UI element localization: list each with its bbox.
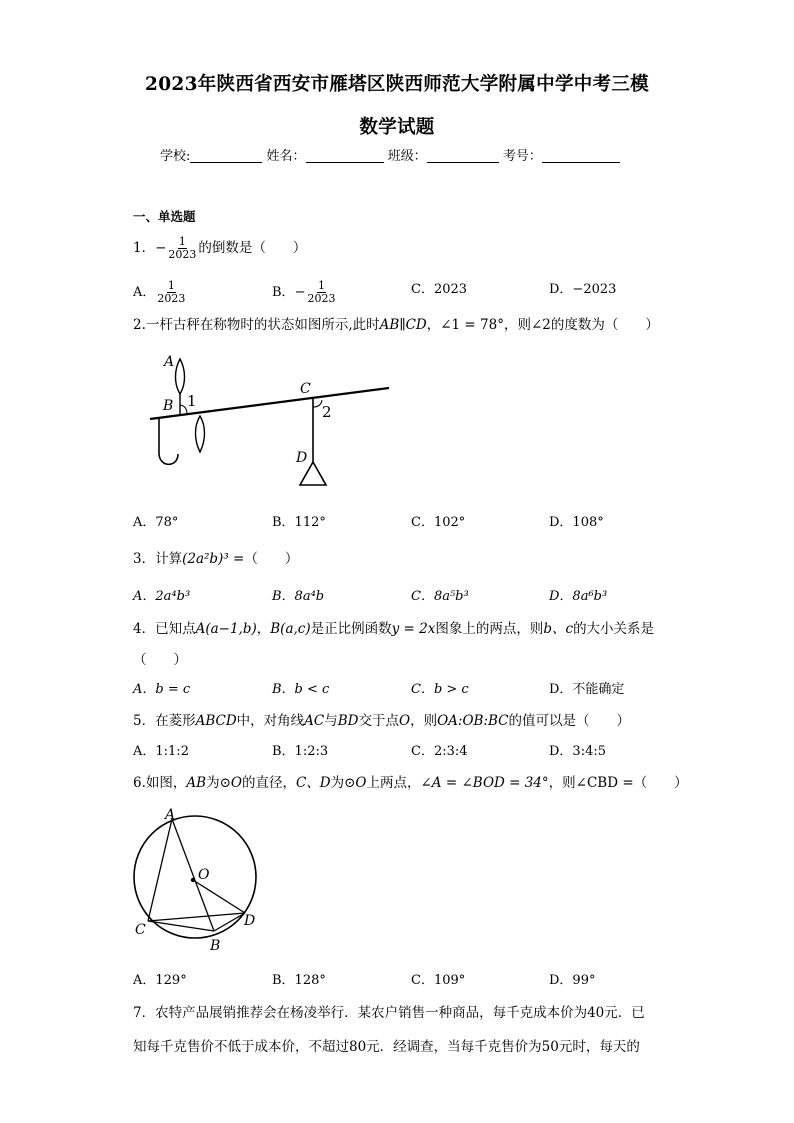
label-A: A	[164, 354, 175, 370]
angle-1-arc	[180, 405, 187, 414]
q4-option-d[interactable]: D．不能确定	[549, 682, 625, 697]
q2-option-b[interactable]: B．112°	[272, 515, 326, 530]
name-label: 姓名：	[266, 149, 306, 164]
label-C: C	[135, 922, 146, 938]
q4-option-b[interactable]: B．b < c	[272, 682, 330, 697]
q2-option-a[interactable]: A．78°	[133, 515, 179, 530]
q5-option-a[interactable]: A．1:1:2	[133, 744, 189, 759]
q2-option-c[interactable]: C．102°	[411, 515, 466, 530]
question-2: 2.一杆古秤在称物时的状态如图所示,此时AB∥CD，∠1 = 78°，则∠2的度数为（ ）	[133, 317, 659, 333]
q1-fraction: $\frac{1}{2023}$	[168, 235, 197, 261]
question-4: 4．已知点A(a−1,b)，B(a,c)是正比例函数y = 2x图象上的两点，则b、c的大小关系是	[133, 621, 655, 637]
steelyard-figure	[140, 350, 400, 495]
label-angle-2: 2	[322, 403, 332, 421]
circle-o	[134, 816, 256, 938]
label-D: D	[244, 913, 256, 929]
angle-2-arc	[313, 400, 322, 407]
q6-option-c[interactable]: C．109°	[411, 973, 466, 988]
q6-option-b[interactable]: B．128°	[272, 973, 326, 988]
q1-option-c[interactable]: C．2023	[411, 282, 468, 297]
question-5: 5．在菱形ABCD中，对角线AC与BD交于点O，则OA:OB:BC的值可以是（ ）	[133, 713, 630, 729]
line-cd	[148, 913, 245, 921]
question-6: 6.如图，AB为⊙O的直径，C、D为⊙O上两点，∠A = ∠BOD = 34°，则∠CBD =（ ）	[133, 775, 688, 791]
label-angle-1: 1	[187, 392, 197, 410]
q4-line2: （ ）	[133, 652, 187, 668]
q1-minus: −	[155, 240, 167, 256]
q1-option-a[interactable]: A． $\frac{1}{2023}$	[133, 279, 186, 305]
section-heading: 一、单选题	[133, 209, 196, 224]
q5-option-b[interactable]: B．1:2:3	[272, 744, 329, 759]
q6-option-a[interactable]: A．129°	[133, 973, 187, 988]
label-B: B	[210, 938, 221, 954]
q5-option-c[interactable]: C．2:3:4	[411, 744, 468, 759]
student-info-line	[160, 145, 620, 164]
q3-option-d[interactable]: D．8a⁶b³	[549, 589, 608, 604]
beam-line	[150, 388, 389, 419]
class-label: 班级：	[387, 149, 427, 164]
number-label: 考号：	[502, 149, 542, 164]
number-blank[interactable]	[542, 148, 620, 163]
q4-option-a[interactable]: A．b = c	[133, 682, 191, 697]
question-3: 3．计算(2a²b)³ =（ ）	[133, 551, 299, 567]
label-B: B	[163, 398, 174, 414]
q6-option-d[interactable]: D．99°	[549, 973, 596, 988]
label-C: C	[300, 381, 311, 397]
center-point	[191, 878, 195, 882]
q5-option-d[interactable]: D．3:4:5	[549, 744, 606, 759]
q3-option-c[interactable]: C．8a⁵b³	[411, 589, 469, 604]
q1-text: 的倒数是（ ）	[198, 240, 307, 256]
name-blank[interactable]	[306, 148, 384, 163]
lower-lens-shape	[196, 416, 205, 452]
q3-option-a[interactable]: A．2a⁴b³	[133, 589, 191, 604]
exam-title-line1: 2023年陕西省西安市雁塔区陕西师范大学附属中学中考三模	[145, 74, 649, 95]
label-D: D	[296, 450, 308, 466]
q3-option-b[interactable]: B．8a⁴b	[272, 589, 325, 604]
upper-lens-shape	[176, 359, 185, 394]
q2-option-d[interactable]: D．108°	[549, 515, 604, 530]
hook-curve	[159, 453, 178, 464]
question-7-line1: 7．农特产品展销推荐会在杨凌举行．某农户销售一种商品，每千克成本价为40元．已	[133, 1005, 645, 1021]
school-blank[interactable]	[190, 148, 262, 163]
question-7-line2: 知每千克售价不低于成本价，不超过80元．经调查，当每千克售价为50元时，每天的	[133, 1039, 640, 1055]
q1-number: 1．	[133, 240, 156, 256]
q1-option-d[interactable]: D．−2023	[549, 282, 617, 297]
q1-option-b[interactable]: B．− $\frac{1}{2023}$	[272, 279, 336, 305]
circle-figure	[128, 803, 268, 955]
q3-expression: (2a²b)³	[182, 551, 229, 567]
q4-option-c[interactable]: C．b > c	[411, 682, 469, 697]
school-label: 学校:	[160, 149, 191, 164]
label-A: A	[165, 807, 176, 823]
label-O: O	[198, 867, 210, 883]
question-1	[133, 236, 306, 261]
class-blank[interactable]	[427, 148, 499, 163]
exam-title-line2: 数学试题	[359, 117, 435, 138]
